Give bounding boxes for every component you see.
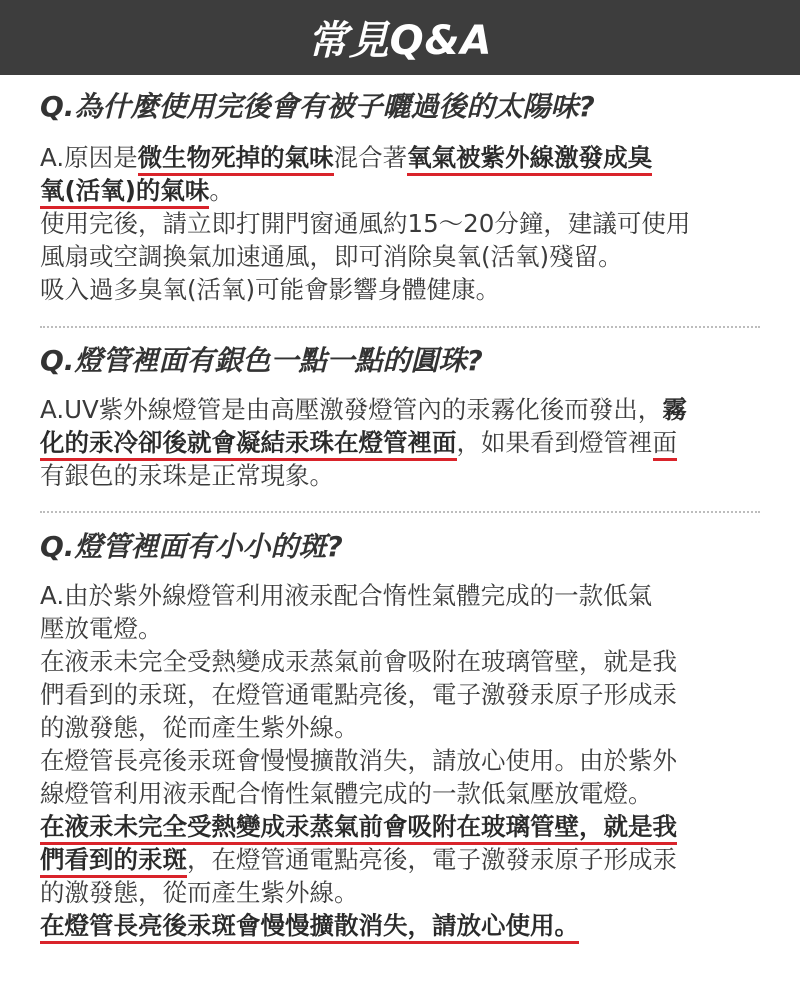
answer-line xyxy=(40,579,762,612)
answer-line xyxy=(40,678,762,711)
answer-text-segment: A.UV紫外線燈管是由高壓激發燈管內的汞霧化後而發出， xyxy=(40,395,663,424)
answer-line xyxy=(40,459,762,492)
answer-text-segment: ，在燈管通電點亮後，電子激發汞原子形成汞 xyxy=(187,845,677,874)
highlighted-text: 氧(活氧)的氣味 xyxy=(40,176,209,209)
answer-line xyxy=(40,876,762,909)
answer-text-segment: 們看到的汞斑，在燈管通電點亮後，電子激發汞原子形成汞 xyxy=(40,680,677,709)
answer-text-segment: 使用完後，請立即打開門窗通風約15～20分鐘，建議可使用 xyxy=(40,209,691,238)
answer-line xyxy=(40,240,762,273)
answer-line xyxy=(40,174,762,207)
answer-text xyxy=(40,393,762,492)
answer-line xyxy=(40,711,762,744)
qa-section-2 xyxy=(40,344,762,492)
dotted-divider xyxy=(40,326,760,328)
answer-line xyxy=(40,426,762,459)
answer-line xyxy=(40,612,762,645)
answer-line xyxy=(40,909,762,942)
qa-section-1 xyxy=(40,90,762,306)
highlighted-text: 在液汞未完全受熱變成汞蒸氣前會吸附在玻璃管壁，就是我 xyxy=(40,812,677,845)
highlighted-text: 在燈管長亮後汞斑會慢慢擴散消失，請放心使用。 xyxy=(40,911,579,944)
answer-text-segment: 在液汞未完全受熱變成汞蒸氣前會吸附在玻璃管壁，就是我 xyxy=(40,647,677,676)
answer-text-segment: 風扇或空調換氣加速通風，即可消除臭氧(活氧)殘留。 xyxy=(40,242,623,271)
question-title: Q.燈管裡面有銀色一點一點的圓珠? xyxy=(40,344,483,377)
answer-line xyxy=(40,273,762,306)
answer-text-segment: 有銀色的汞珠是正常現象。 xyxy=(40,461,334,490)
page-title: 常見Q&A xyxy=(307,18,493,64)
answer-line xyxy=(40,777,762,810)
answer-text-segment: 線燈管利用液汞配合惰性氣體完成的一款低氣壓放電燈。 xyxy=(40,779,653,808)
answer-text-segment: 吸入過多臭氧(活氧)可能會影響身體健康。 xyxy=(40,275,501,304)
answer-text-segment: A.原因是 xyxy=(40,143,138,172)
dotted-divider xyxy=(40,511,760,513)
answer-line xyxy=(40,744,762,777)
answer-line xyxy=(40,393,762,426)
answer-text-segment: 的激發態，從而產生紫外線。 xyxy=(40,878,359,907)
highlighted-text: 面 xyxy=(653,428,678,461)
answer-text-segment: 。 xyxy=(209,176,234,205)
answer-text xyxy=(40,579,762,942)
answer-line xyxy=(40,645,762,678)
answer-text-segment: ，如果看到燈管裡 xyxy=(456,428,653,457)
header-bar xyxy=(0,0,800,75)
answer-text-segment: 在燈管長亮後汞斑會慢慢擴散消失，請放心使用。由於紫外 xyxy=(40,746,677,775)
answer-line xyxy=(40,810,762,843)
answer-text-segment: A.由於紫外線燈管利用液汞配合惰性氣體完成的一款低氣 xyxy=(40,581,653,610)
question-title: Q.燈管裡面有小小的斑? xyxy=(40,530,343,563)
highlighted-text: 們看到的汞斑 xyxy=(40,845,187,878)
answer-text-segment: 壓放電燈。 xyxy=(40,614,163,643)
answer-line xyxy=(40,207,762,240)
answer-text-segment: 霧 xyxy=(662,395,687,424)
answer-text-segment: 混合著 xyxy=(333,143,408,172)
highlighted-text: 氧氣被紫外線激發成臭 xyxy=(407,143,652,176)
qa-section-3 xyxy=(40,530,762,942)
highlighted-text: 化的汞冷卻後就會凝結汞珠在燈管裡面 xyxy=(40,428,457,461)
answer-line xyxy=(40,141,762,174)
question-title: Q.為什麼使用完後會有被子曬過後的太陽味? xyxy=(40,90,595,123)
highlighted-text: 微生物死掉的氣味 xyxy=(138,143,334,176)
answer-text-segment: 的激發態，從而產生紫外線。 xyxy=(40,713,359,742)
answer-line xyxy=(40,843,762,876)
answer-text xyxy=(40,141,762,306)
